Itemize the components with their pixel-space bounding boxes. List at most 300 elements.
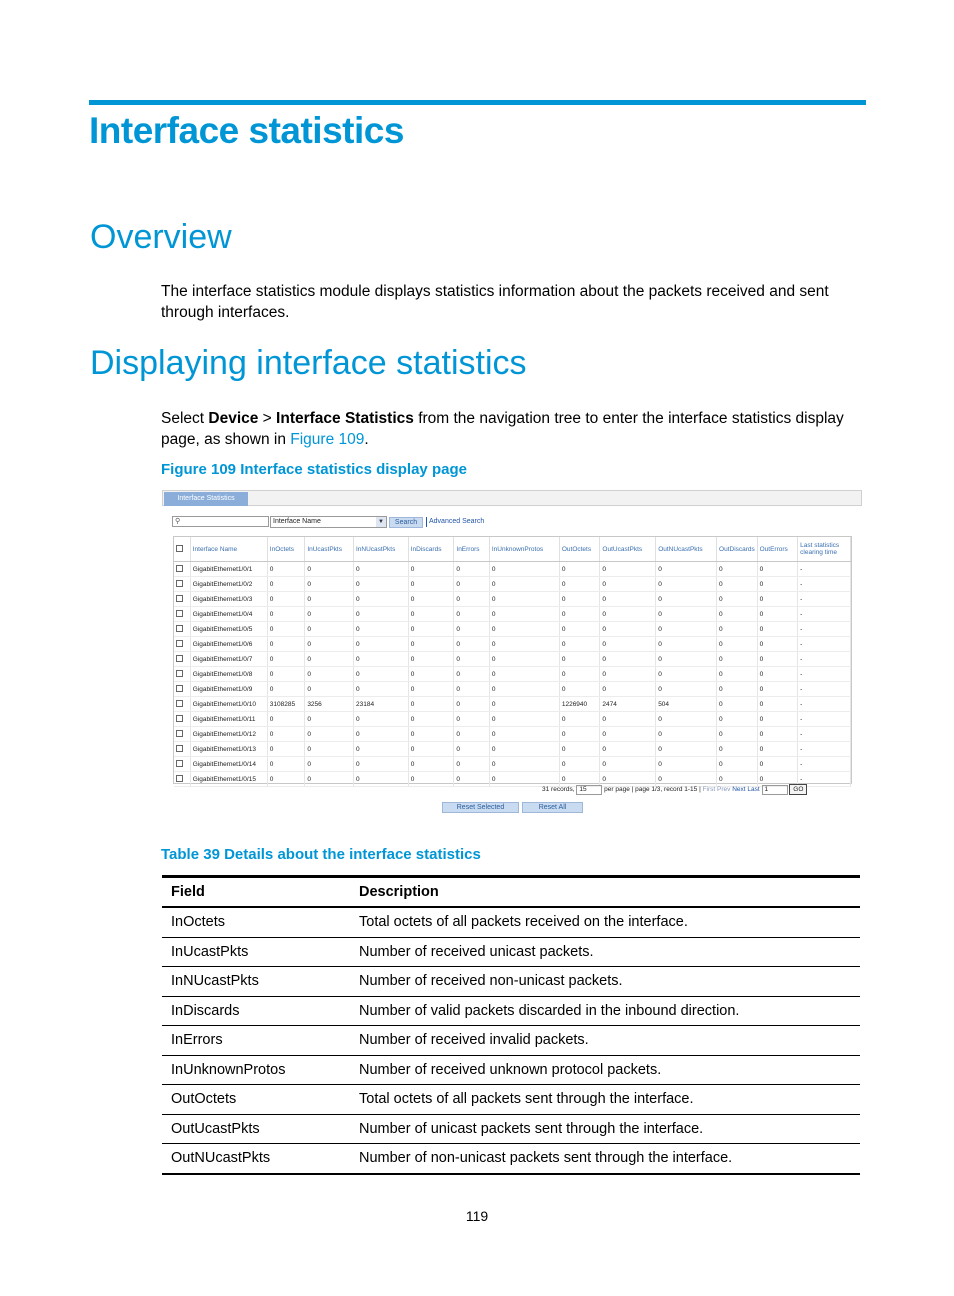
table-row bbox=[174, 607, 851, 622]
column-header[interactable]: InNUcastPkts bbox=[353, 537, 408, 562]
table-cell: 0 bbox=[757, 727, 798, 742]
table-cell: 0 bbox=[600, 712, 656, 727]
table-cell: 0 bbox=[267, 652, 305, 667]
table-cell: 3108285 bbox=[267, 697, 305, 712]
figure-caption: Figure 109 Interface statistics display page bbox=[161, 461, 467, 478]
column-header[interactable]: Last statistics clearing time bbox=[798, 537, 851, 562]
table-cell: - bbox=[798, 667, 851, 682]
para-text: . bbox=[364, 431, 369, 448]
row-select-cell bbox=[174, 592, 190, 607]
field-cell: InOctets bbox=[162, 907, 350, 937]
table-cell: 0 bbox=[489, 682, 559, 697]
table-cell: 0 bbox=[353, 577, 408, 592]
table-cell: 0 bbox=[454, 652, 489, 667]
table-cell: 0 bbox=[267, 682, 305, 697]
field-cell: OutUcastPkts bbox=[162, 1114, 350, 1144]
table-cell: - bbox=[798, 652, 851, 667]
table-cell: 0 bbox=[267, 562, 305, 577]
table-cell: 0 bbox=[600, 652, 656, 667]
table-cell: GigabitEthernet1/0/7 bbox=[190, 652, 267, 667]
table-cell: 0 bbox=[353, 607, 408, 622]
row-checkbox[interactable] bbox=[176, 595, 183, 602]
table-cell: 0 bbox=[717, 652, 758, 667]
table-cell: 0 bbox=[353, 727, 408, 742]
per-page-select[interactable] bbox=[576, 785, 602, 795]
table-cell: 2474 bbox=[600, 697, 656, 712]
column-header[interactable]: OutUcastPkts bbox=[600, 537, 656, 562]
table-cell: 0 bbox=[656, 757, 717, 772]
overview-paragraph: The interface statistics module displays statistics information about the packets received and sent through interfaces. bbox=[161, 283, 829, 321]
table-cell: 0 bbox=[267, 577, 305, 592]
table-row bbox=[174, 727, 851, 742]
table-cell: 0 bbox=[454, 622, 489, 637]
details-body bbox=[162, 907, 860, 1174]
table-cell: 0 bbox=[717, 637, 758, 652]
per-page-value: 15 bbox=[579, 785, 587, 793]
go-button[interactable]: GO bbox=[789, 784, 807, 795]
tab-bar bbox=[162, 490, 862, 506]
table-row bbox=[174, 697, 851, 712]
table-row bbox=[174, 742, 851, 757]
table-cell: 0 bbox=[454, 682, 489, 697]
table-row bbox=[174, 577, 851, 592]
table-cell: 0 bbox=[454, 742, 489, 757]
table-cell: 0 bbox=[489, 607, 559, 622]
table-row bbox=[162, 907, 860, 937]
column-header[interactable]: Interface Name bbox=[190, 537, 267, 562]
table-cell: GigabitEthernet1/0/5 bbox=[190, 622, 267, 637]
statistics-table bbox=[174, 537, 851, 787]
table-cell: - bbox=[798, 757, 851, 772]
select-all-checkbox[interactable] bbox=[176, 545, 183, 552]
row-checkbox[interactable] bbox=[176, 610, 183, 617]
column-header[interactable]: InOctets bbox=[267, 537, 305, 562]
table-row bbox=[174, 592, 851, 607]
table-row bbox=[174, 622, 851, 637]
table-cell: 0 bbox=[408, 637, 454, 652]
table-cell: 3256 bbox=[305, 697, 354, 712]
table-cell: 0 bbox=[267, 712, 305, 727]
table-cell: 0 bbox=[454, 712, 489, 727]
table-cell: 0 bbox=[717, 577, 758, 592]
para-text: > bbox=[258, 410, 277, 427]
table-cell: 0 bbox=[408, 667, 454, 682]
table-row bbox=[162, 937, 860, 967]
table-cell: 0 bbox=[757, 607, 798, 622]
table-cell: 0 bbox=[267, 607, 305, 622]
row-checkbox[interactable] bbox=[176, 580, 183, 587]
row-select-cell bbox=[174, 667, 190, 682]
reset-all-button[interactable]: Reset All bbox=[522, 802, 583, 813]
table-cell: 0 bbox=[305, 727, 354, 742]
table-cell: 0 bbox=[489, 667, 559, 682]
table-cell: 0 bbox=[454, 727, 489, 742]
table-cell: 0 bbox=[454, 577, 489, 592]
field-cell: InDiscards bbox=[162, 996, 350, 1026]
table-cell: GigabitEthernet1/0/10 bbox=[190, 697, 267, 712]
column-header[interactable]: OutNUcastPkts bbox=[656, 537, 717, 562]
table-cell: 0 bbox=[600, 772, 656, 787]
row-checkbox[interactable] bbox=[176, 640, 183, 647]
table-cell: 0 bbox=[267, 757, 305, 772]
table-cell: 0 bbox=[717, 682, 758, 697]
column-header[interactable]: InErrors bbox=[454, 537, 489, 562]
table-cell: GigabitEthernet1/0/3 bbox=[190, 592, 267, 607]
table-cell: 0 bbox=[559, 682, 600, 697]
table-cell: 0 bbox=[600, 757, 656, 772]
row-select-cell bbox=[174, 697, 190, 712]
table-cell: GigabitEthernet1/0/13 bbox=[190, 742, 267, 757]
table-cell: 0 bbox=[408, 742, 454, 757]
column-header[interactable]: InDiscards bbox=[408, 537, 454, 562]
table-cell: 0 bbox=[717, 622, 758, 637]
row-select-cell bbox=[174, 682, 190, 697]
table-cell: 0 bbox=[353, 682, 408, 697]
table-cell: 0 bbox=[408, 712, 454, 727]
search-field-value: Interface Name bbox=[273, 518, 321, 525]
row-select-cell bbox=[174, 607, 190, 622]
table-cell: 0 bbox=[305, 622, 354, 637]
first-page-link[interactable]: First bbox=[702, 786, 716, 794]
table-row bbox=[162, 1055, 860, 1085]
tab-interface-statistics[interactable]: Interface Statistics bbox=[164, 492, 248, 506]
table-cell: 0 bbox=[559, 652, 600, 667]
table-cell: 0 bbox=[559, 712, 600, 727]
table-cell: 0 bbox=[353, 712, 408, 727]
table-cell: 0 bbox=[305, 652, 354, 667]
table-cell: 0 bbox=[454, 607, 489, 622]
chapter-title: Interface statistics bbox=[89, 110, 404, 151]
table-cell: 0 bbox=[757, 622, 798, 637]
table-row bbox=[174, 562, 851, 577]
table-cell: 0 bbox=[559, 577, 600, 592]
description-cell: Total octets of all packets sent through the interface. bbox=[350, 1085, 860, 1115]
advanced-search-link[interactable]: Advanced Search bbox=[429, 518, 485, 525]
field-cell: InUnknownProtos bbox=[162, 1055, 350, 1085]
table-cell: 23184 bbox=[353, 697, 408, 712]
table-cell: 0 bbox=[353, 757, 408, 772]
table-cell: - bbox=[798, 682, 851, 697]
column-header[interactable]: OutDiscards bbox=[717, 537, 758, 562]
table-cell: 0 bbox=[717, 592, 758, 607]
table-cell: 0 bbox=[305, 757, 354, 772]
table-cell: 0 bbox=[489, 742, 559, 757]
row-checkbox[interactable] bbox=[176, 715, 183, 722]
table-cell: 0 bbox=[353, 592, 408, 607]
select-all-cell bbox=[174, 537, 190, 562]
chapter-rule bbox=[89, 100, 866, 105]
table-cell: 0 bbox=[600, 577, 656, 592]
table-cell: 0 bbox=[717, 727, 758, 742]
chevron-down-icon: ▼ bbox=[376, 517, 386, 527]
table-cell: 0 bbox=[600, 562, 656, 577]
table-cell: 0 bbox=[454, 697, 489, 712]
table-cell: 0 bbox=[656, 637, 717, 652]
table-cell: 0 bbox=[717, 772, 758, 787]
description-cell: Number of valid packets discarded in the inbound direction. bbox=[350, 996, 860, 1026]
table-cell: 0 bbox=[408, 562, 454, 577]
table-cell: 0 bbox=[408, 757, 454, 772]
page-number: 119 bbox=[465, 1208, 489, 1224]
search-button[interactable]: Search bbox=[389, 517, 423, 528]
table-cell: 0 bbox=[454, 592, 489, 607]
section-title-overview: Overview bbox=[90, 218, 232, 256]
prev-page-link[interactable]: Prev bbox=[717, 786, 731, 794]
table-cell: 0 bbox=[408, 652, 454, 667]
last-page-link[interactable]: Last bbox=[747, 786, 760, 794]
table-cell: GigabitEthernet1/0/2 bbox=[190, 577, 267, 592]
table-row bbox=[174, 757, 851, 772]
row-select-cell bbox=[174, 757, 190, 772]
table-cell: 0 bbox=[559, 592, 600, 607]
para-bold-menu: Interface Statistics bbox=[276, 410, 414, 427]
field-cell: InUcastPkts bbox=[162, 937, 350, 967]
table-cell: 0 bbox=[600, 592, 656, 607]
table-cell: 0 bbox=[656, 772, 717, 787]
table-cell: 0 bbox=[353, 667, 408, 682]
figure-link[interactable]: Figure 109 bbox=[290, 431, 365, 448]
table-cell: - bbox=[798, 772, 851, 787]
table-row bbox=[174, 637, 851, 652]
table-row bbox=[174, 712, 851, 727]
section-title-displaying: Displaying interface statistics bbox=[90, 344, 527, 382]
interface-statistics-screenshot bbox=[162, 490, 863, 818]
row-checkbox[interactable] bbox=[176, 745, 183, 752]
table-cell: 0 bbox=[600, 622, 656, 637]
row-select-cell bbox=[174, 772, 190, 787]
table-cell: 0 bbox=[717, 712, 758, 727]
table-cell: 0 bbox=[656, 592, 717, 607]
table-cell: 0 bbox=[559, 667, 600, 682]
table-cell: 0 bbox=[489, 652, 559, 667]
search-icon: ⚲ bbox=[175, 518, 181, 525]
table-cell: GigabitEthernet1/0/15 bbox=[190, 772, 267, 787]
table-row bbox=[162, 996, 860, 1026]
table-cell: 0 bbox=[408, 577, 454, 592]
table-cell: 0 bbox=[489, 772, 559, 787]
row-checkbox[interactable] bbox=[176, 565, 183, 572]
description-cell: Number of received non-unicast packets. bbox=[350, 967, 860, 997]
table-cell: 0 bbox=[559, 772, 600, 787]
pager bbox=[542, 784, 807, 795]
search-field-select[interactable] bbox=[270, 516, 387, 528]
table-cell: GigabitEthernet1/0/12 bbox=[190, 727, 267, 742]
table-caption: Table 39 Details about the interface statistics bbox=[161, 846, 481, 863]
table-cell: 0 bbox=[757, 742, 798, 757]
table-cell: 0 bbox=[656, 622, 717, 637]
table-cell: 0 bbox=[600, 637, 656, 652]
row-select-cell bbox=[174, 742, 190, 757]
page-number-input[interactable]: 1 bbox=[762, 785, 788, 795]
table-cell: 0 bbox=[305, 562, 354, 577]
field-cell: InNUcastPkts bbox=[162, 967, 350, 997]
search-input[interactable] bbox=[172, 516, 269, 527]
displaying-paragraph bbox=[161, 408, 866, 450]
description-cell: Number of received invalid packets. bbox=[350, 1026, 860, 1056]
table-cell: 0 bbox=[656, 577, 717, 592]
table-cell: 0 bbox=[656, 727, 717, 742]
row-select-cell bbox=[174, 652, 190, 667]
table-cell: 0 bbox=[717, 607, 758, 622]
table-cell: 0 bbox=[717, 697, 758, 712]
table-cell: 0 bbox=[559, 727, 600, 742]
row-checkbox[interactable] bbox=[176, 760, 183, 767]
table-cell: 0 bbox=[267, 727, 305, 742]
details-table bbox=[162, 875, 860, 1175]
description-cell: Number of non-unicast packets sent through the interface. bbox=[350, 1144, 860, 1174]
table-cell: 0 bbox=[305, 667, 354, 682]
table-cell: GigabitEthernet1/0/6 bbox=[190, 637, 267, 652]
table-cell: 0 bbox=[267, 592, 305, 607]
table-cell: 0 bbox=[454, 667, 489, 682]
table-cell: 0 bbox=[489, 622, 559, 637]
column-header[interactable]: OutOctets bbox=[559, 537, 600, 562]
table-cell: 0 bbox=[600, 667, 656, 682]
table-cell: 0 bbox=[559, 622, 600, 637]
table-cell: 0 bbox=[267, 622, 305, 637]
para-text: from the navigation tree to enter the interface statistics display page, as shown in bbox=[161, 410, 844, 448]
table-cell: 0 bbox=[559, 742, 600, 757]
column-header[interactable]: InUcastPkts bbox=[305, 537, 354, 562]
table-cell: 1226940 bbox=[559, 697, 600, 712]
table-cell: 0 bbox=[717, 742, 758, 757]
table-cell: 0 bbox=[305, 592, 354, 607]
table-cell: 0 bbox=[454, 637, 489, 652]
row-select-cell bbox=[174, 712, 190, 727]
grid-header-row bbox=[174, 537, 851, 562]
table-cell: 0 bbox=[757, 562, 798, 577]
next-page-link[interactable]: Next bbox=[732, 786, 746, 794]
row-select-cell bbox=[174, 577, 190, 592]
table-cell: 0 bbox=[489, 577, 559, 592]
table-row bbox=[162, 1144, 860, 1174]
separator bbox=[426, 517, 427, 527]
table-cell: 0 bbox=[717, 757, 758, 772]
reset-selected-button[interactable]: Reset Selected bbox=[442, 802, 519, 813]
row-select-cell bbox=[174, 622, 190, 637]
table-cell: 0 bbox=[408, 622, 454, 637]
table-cell: 0 bbox=[489, 637, 559, 652]
table-cell: GigabitEthernet1/0/8 bbox=[190, 667, 267, 682]
table-cell: 0 bbox=[353, 772, 408, 787]
description-cell: Number of received unicast packets. bbox=[350, 937, 860, 967]
table-cell: 0 bbox=[267, 772, 305, 787]
table-cell: 0 bbox=[656, 742, 717, 757]
table-cell: - bbox=[798, 742, 851, 757]
table-cell: 0 bbox=[353, 742, 408, 757]
row-checkbox[interactable] bbox=[176, 685, 183, 692]
row-checkbox[interactable] bbox=[176, 775, 183, 782]
table-cell: 0 bbox=[267, 742, 305, 757]
table-cell: 0 bbox=[353, 637, 408, 652]
table-cell: 504 bbox=[656, 697, 717, 712]
table-cell: - bbox=[798, 712, 851, 727]
table-cell: 0 bbox=[757, 697, 798, 712]
table-row bbox=[162, 1085, 860, 1115]
table-cell: 0 bbox=[656, 712, 717, 727]
table-cell: 0 bbox=[656, 652, 717, 667]
statistics-grid bbox=[173, 536, 852, 784]
table-cell: GigabitEthernet1/0/1 bbox=[190, 562, 267, 577]
table-cell: 0 bbox=[408, 727, 454, 742]
table-cell: 0 bbox=[717, 667, 758, 682]
table-cell: - bbox=[798, 622, 851, 637]
row-select-cell bbox=[174, 727, 190, 742]
table-cell: 0 bbox=[717, 562, 758, 577]
details-header-row bbox=[162, 877, 860, 908]
row-select-cell bbox=[174, 637, 190, 652]
table-row bbox=[162, 967, 860, 997]
page-info: per page | page 1/3, record 1-15 | bbox=[604, 786, 701, 794]
field-cell: OutNUcastPkts bbox=[162, 1144, 350, 1174]
table-cell: 0 bbox=[408, 772, 454, 787]
field-cell: OutOctets bbox=[162, 1085, 350, 1115]
table-cell: - bbox=[798, 562, 851, 577]
para-text: Select bbox=[161, 410, 209, 427]
table-cell: 0 bbox=[656, 562, 717, 577]
table-cell: 0 bbox=[489, 712, 559, 727]
table-cell: 0 bbox=[408, 697, 454, 712]
row-select-cell bbox=[174, 562, 190, 577]
para-bold-device: Device bbox=[208, 410, 259, 427]
table-cell: 0 bbox=[489, 697, 559, 712]
description-cell: Number of received unknown protocol packets. bbox=[350, 1055, 860, 1085]
table-row bbox=[162, 1114, 860, 1144]
table-cell: 0 bbox=[757, 637, 798, 652]
table-cell: 0 bbox=[559, 562, 600, 577]
table-row bbox=[174, 652, 851, 667]
table-cell: 0 bbox=[656, 667, 717, 682]
table-row bbox=[174, 667, 851, 682]
table-cell: 0 bbox=[757, 667, 798, 682]
table-cell: 0 bbox=[267, 667, 305, 682]
table-cell: 0 bbox=[454, 772, 489, 787]
table-cell: - bbox=[798, 592, 851, 607]
table-cell: 0 bbox=[353, 562, 408, 577]
row-checkbox[interactable] bbox=[176, 655, 183, 662]
header-field: Field bbox=[162, 877, 350, 908]
table-cell: 0 bbox=[757, 712, 798, 727]
row-checkbox[interactable] bbox=[176, 700, 183, 707]
table-cell: 0 bbox=[353, 622, 408, 637]
table-cell: 0 bbox=[454, 757, 489, 772]
table-cell: 0 bbox=[489, 757, 559, 772]
table-cell: 0 bbox=[656, 607, 717, 622]
description-cell: Number of unicast packets sent through the interface. bbox=[350, 1114, 860, 1144]
table-cell: 0 bbox=[305, 682, 354, 697]
table-row bbox=[162, 1026, 860, 1056]
header-description: Description bbox=[350, 877, 860, 908]
column-header[interactable]: OutErrors bbox=[757, 537, 798, 562]
column-header[interactable]: InUnknownProtos bbox=[489, 537, 559, 562]
table-cell: 0 bbox=[600, 682, 656, 697]
description-cell: Total octets of all packets received on the interface. bbox=[350, 907, 860, 937]
table-cell: 0 bbox=[559, 637, 600, 652]
table-cell: - bbox=[798, 637, 851, 652]
table-cell: 0 bbox=[559, 757, 600, 772]
table-cell: 0 bbox=[267, 637, 305, 652]
table-cell: 0 bbox=[305, 577, 354, 592]
table-cell: 0 bbox=[408, 682, 454, 697]
row-checkbox[interactable] bbox=[176, 625, 183, 632]
row-checkbox[interactable] bbox=[176, 670, 183, 677]
row-checkbox[interactable] bbox=[176, 730, 183, 737]
table-cell: - bbox=[798, 577, 851, 592]
table-cell: - bbox=[798, 607, 851, 622]
table-cell: 0 bbox=[757, 592, 798, 607]
table-cell: 0 bbox=[305, 607, 354, 622]
table-row bbox=[174, 682, 851, 697]
